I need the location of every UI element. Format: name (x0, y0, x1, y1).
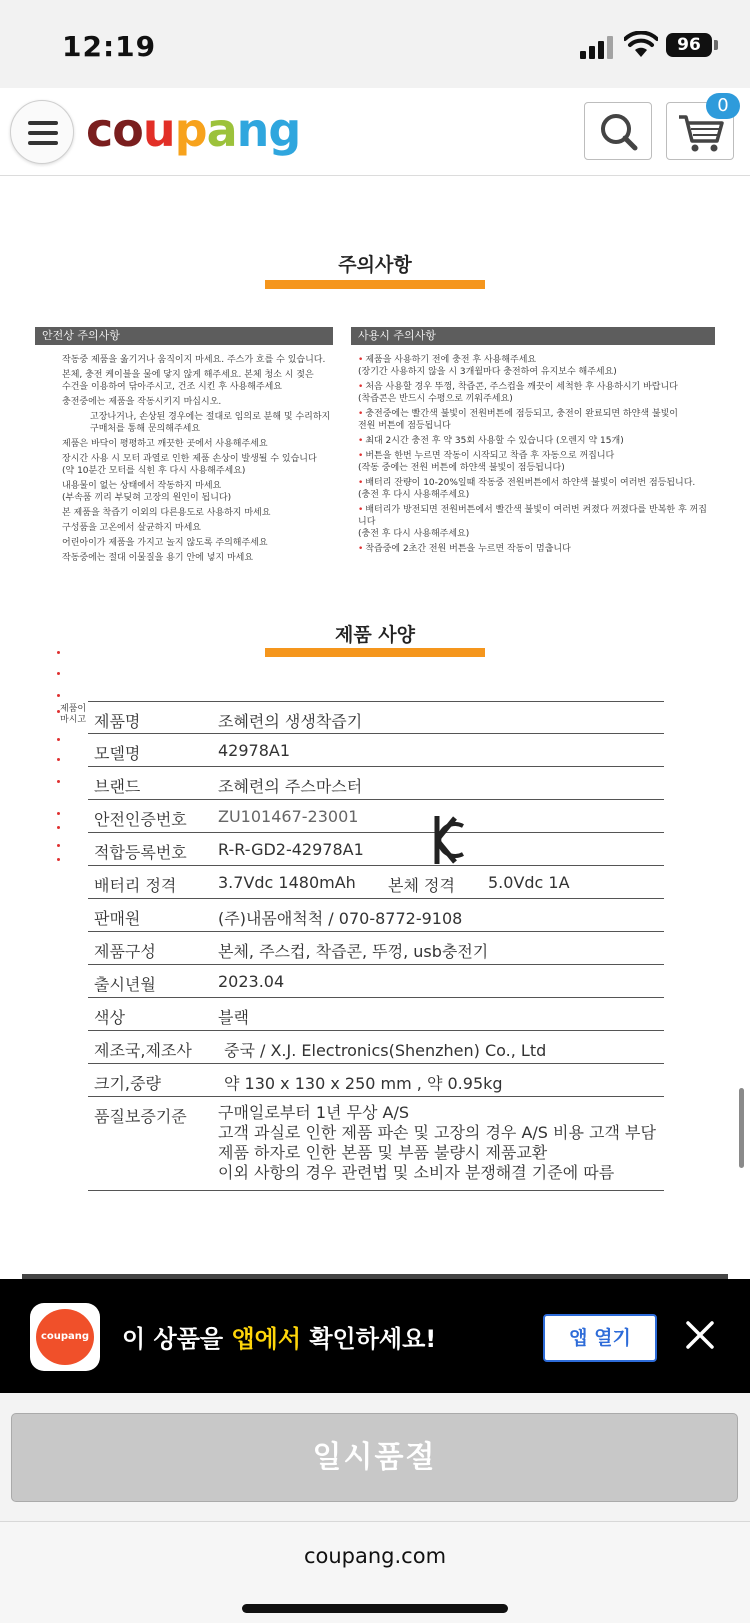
site-header (0, 88, 750, 176)
bullet-dot (57, 738, 60, 741)
logo-letter: o (112, 103, 143, 157)
caution-title: 주의사항 (338, 254, 412, 276)
open-app-button[interactable]: 앱 열기 (543, 1314, 657, 1362)
spec-value: 5.0Vdc 1A (488, 873, 570, 892)
spec-label: 판매원 (94, 909, 141, 928)
bullet-dot: • (358, 355, 364, 365)
spec-value: 3.7Vdc 1480mAh (218, 873, 356, 892)
logo-letter: p (174, 103, 207, 157)
browser-url-bar (0, 1521, 750, 1623)
bullet-dot: • (358, 478, 364, 488)
logo-letter: n (236, 103, 269, 157)
caution-item-text: 본체, 충전 케이블을 물에 닿지 않게 해주세요. 본체 청소 시 젖은 수건을 이용하여 닦아주시고, 건조 시킨 후 사용해주세요 (62, 370, 314, 392)
banner-message (122, 1319, 436, 1354)
spec-value: 조혜련의 생생착즙기 (218, 712, 363, 731)
caution-item-text: 배터리 잔량이 10-20%일때 작동중 전원버튼에서 하얀색 불빛이 여러번 점등됩니다. (충전 후 다시 사용해주세요) (358, 478, 696, 500)
caution-item-text: 제품을 사용하기 전에 충전 후 사용해주세요 (장기간 사용하지 않을 시 3개월마다 충전하여 유지보수 해주세요) (358, 355, 617, 377)
spec-row (88, 800, 664, 833)
bullet-dot (57, 758, 60, 761)
battery-indicator: 96 (666, 33, 712, 57)
bullet-dot (57, 812, 60, 815)
spec-row (88, 932, 664, 965)
bullet-dot (57, 858, 60, 861)
spec-value: 조혜련의 주스마스터 (218, 777, 363, 796)
bullet-dot (57, 826, 60, 829)
caution-item (62, 438, 337, 450)
app-promo-banner (0, 1279, 750, 1393)
logo-letter: u (142, 103, 175, 157)
spec-value: 블랙 (218, 1008, 249, 1027)
bullet-dot (57, 780, 60, 783)
spec-row (88, 866, 664, 899)
spec-value: 42978A1 (218, 741, 291, 760)
spec-value: 2023.04 (218, 972, 285, 991)
spec-table (88, 701, 664, 1191)
logo-letter: g (268, 103, 301, 157)
spec-title-underline (265, 648, 485, 657)
spec-label: 배터리 정격 (94, 876, 177, 895)
caution-item (358, 477, 713, 501)
caution-item-text: 어린아이가 제품을 가지고 놀지 않도록 주의해주세요 (62, 538, 268, 548)
caution-item (62, 480, 337, 504)
usage-caution-header: 사용시 주의사항 (351, 327, 715, 345)
caution-item (358, 450, 713, 474)
spec-value: ZU101467-23001 (218, 807, 359, 826)
banner-text-start: 이 상품을 (122, 1325, 232, 1353)
bullet-dot (57, 844, 60, 847)
caution-item (358, 381, 713, 405)
status-time: 12:19 (62, 30, 157, 63)
caution-item-text: 장시간 사용 시 모터 과열로 인한 제품 손상이 발생될 수 있습니다 (약 10분간 모터를 식힌 후 다시 사용해주세요) (62, 454, 317, 476)
kc-certification-mark (427, 812, 467, 868)
caution-item-text: 내용물이 없는 상태에서 작동하지 마세요 (부속품 끼리 부딪혀 고장의 원인이 됩니다) (62, 481, 232, 503)
scroll-indicator[interactable] (739, 1088, 744, 1168)
spec-title: 제품 사양 (334, 624, 416, 646)
search-icon (585, 103, 653, 161)
caution-item (358, 435, 713, 447)
caution-item-text: 처음 사용할 경우 뚜껑, 착즙콘, 주스컵을 깨끗이 세척한 후 사용하시기 바랍니다 (착즙콘은 반드시 수평으로 끼워주세요) (358, 382, 678, 404)
bullet-dot (57, 672, 60, 675)
soldout-button[interactable]: 일시품절 (11, 1413, 738, 1502)
safety-caution-header: 안전상 주의사항 (35, 327, 333, 345)
bullet-dot: • (358, 436, 364, 446)
battery-tip (714, 40, 718, 50)
cart-count-badge: 0 (706, 93, 740, 119)
caution-item (62, 522, 337, 534)
wifi-icon (624, 31, 658, 59)
caution-title-underline (265, 280, 485, 289)
safety-caution-list (62, 354, 337, 567)
spec-label: 본체 정격 (388, 876, 455, 895)
bullet-dot: • (358, 505, 364, 515)
warranty-line: 구매일로부터 1년 무상 A/S (218, 1103, 410, 1122)
spec-row (88, 701, 664, 734)
spec-value: 약 130 x 130 x 250 mm , 약 0.95kg (224, 1074, 503, 1093)
caution-item (62, 507, 337, 519)
caution-item-text: 본 제품을 착즙기 이외의 다른용도로 사용하지 마세요 (62, 508, 271, 518)
spec-row (88, 965, 664, 998)
warranty-line: 고객 과실로 인한 제품 파손 및 고장의 경우 A/S 비용 고객 부담 (218, 1123, 656, 1142)
caution-item (62, 411, 337, 435)
spec-row (88, 734, 664, 767)
logo-letter: a (206, 103, 237, 157)
caution-item (358, 543, 713, 555)
caution-item (62, 552, 337, 564)
spec-label: 크기,중량 (94, 1074, 161, 1093)
home-indicator[interactable] (242, 1604, 508, 1613)
close-icon[interactable] (684, 1319, 716, 1351)
caution-item-text: 제품은 바닥이 평평하고 깨끗한 곳에서 사용해주세요 (62, 439, 268, 449)
bullet-dot: • (358, 409, 364, 419)
caution-item (62, 354, 337, 366)
spec-value: R-R-GD2-42978A1 (218, 840, 364, 859)
menu-button[interactable] (10, 100, 74, 164)
spec-row (88, 1064, 664, 1097)
coupang-app-icon (30, 1303, 100, 1371)
bullet-dot (57, 694, 60, 697)
caution-item-text: 작동중에는 절대 이물질을 용기 안에 넣지 마세요 (62, 553, 254, 563)
caution-item-text: 착즙중에 2초간 전원 버튼을 누르면 작동이 멈춥니다 (365, 544, 571, 554)
coupang-logo[interactable] (86, 102, 300, 158)
caution-item-text: 작동중 제품을 옮기거나 움직이지 마세요. 주스가 흐를 수 있습니다. (62, 355, 326, 365)
caution-item-text: 충전중에는 빨간색 불빛이 전원버튼에 점등되고, 충전이 완료되면 하얀색 불빛이 전원 버튼에 점등됩니다 (358, 409, 678, 431)
bullet-dot: • (358, 382, 364, 392)
purchase-bar (0, 1393, 750, 1521)
caution-item-text: 최대 2시간 충전 후 약 35회 사용할 수 있습니다 (오렌지 약 15개) (365, 436, 624, 446)
spec-value (218, 1103, 656, 1183)
caution-item-text: 충전중에는 제품을 작동시키지 마십시오. (62, 397, 222, 407)
caution-item (358, 354, 713, 378)
spec-label: 안전인증번호 (94, 810, 187, 829)
warranty-line: 이외 사항의 경우 관련법 및 소비자 분쟁해결 기준에 따름 (218, 1163, 615, 1182)
caution-item-text: 버튼을 한번 누르면 작동이 시작되고 착즙 후 자동으로 꺼집니다 (작동 중에는 전원 버튼에 하얀색 불빛이 점등됩니다) (358, 451, 615, 473)
spec-value: 중국 / X.J. Electronics(Shenzhen) Co., Ltd (224, 1041, 547, 1060)
status-bar (0, 0, 750, 88)
bullet-dot: • (358, 544, 364, 554)
spec-label: 제조국,제조사 (94, 1041, 192, 1060)
spec-label: 적합등록번호 (94, 843, 187, 862)
bullet-dot: • (358, 451, 364, 461)
spec-label: 품질보증기준 (94, 1107, 187, 1126)
spec-row (88, 767, 664, 800)
spec-row (88, 1031, 664, 1064)
spec-label: 제품구성 (94, 942, 156, 961)
caution-item (62, 396, 337, 408)
caution-item (62, 537, 337, 549)
caution-item (62, 369, 337, 393)
banner-text-end: 확인하세요! (301, 1325, 437, 1353)
caution-item-text: 구성품을 고온에서 살균하지 마세요 (62, 523, 201, 533)
spec-label: 출시년월 (94, 975, 156, 994)
caution-item (358, 408, 713, 432)
spec-value: (주)내몸애척척 / 070-8772-9108 (218, 909, 463, 928)
spec-label: 모델명 (94, 744, 141, 763)
caution-item (62, 453, 337, 477)
banner-text-highlight: 앱에서 (231, 1325, 302, 1353)
spec-label: 색상 (94, 1008, 125, 1027)
spec-row (88, 833, 664, 866)
side-note: 제품이 마시고 (60, 704, 87, 725)
usage-caution-list (358, 354, 713, 558)
spec-value: 본체, 주스컵, 착즙콘, 뚜껑, usb충전기 (218, 942, 489, 961)
spec-row-warranty (88, 1097, 664, 1191)
bullet-dot (57, 651, 60, 654)
spec-row (88, 899, 664, 932)
caution-item (358, 504, 713, 540)
cellular-signal-icon (580, 35, 614, 59)
logo-letter: c (86, 103, 113, 157)
caution-item-text: 배터리가 방전되면 전원버튼에서 빨간색 불빛이 여러번 켜졌다 꺼졌다를 반복한 후 꺼집니다 (충전 후 다시 사용해주세요) (358, 505, 707, 539)
caution-item-text: 고장나거나, 손상된 경우에는 절대로 임의로 분해 및 수리하지 구매처를 통해 문의해주세요 (90, 412, 331, 434)
url-text[interactable]: coupang.com (303, 1544, 447, 1568)
spec-label: 브랜드 (94, 777, 141, 796)
spec-label: 제품명 (94, 712, 141, 731)
search-button[interactable] (584, 102, 652, 160)
spec-row (88, 998, 664, 1031)
warranty-line: 제품 하자로 인한 본품 및 부품 불량시 제품교환 (218, 1143, 548, 1162)
app-icon-label: coupang (36, 1309, 94, 1365)
